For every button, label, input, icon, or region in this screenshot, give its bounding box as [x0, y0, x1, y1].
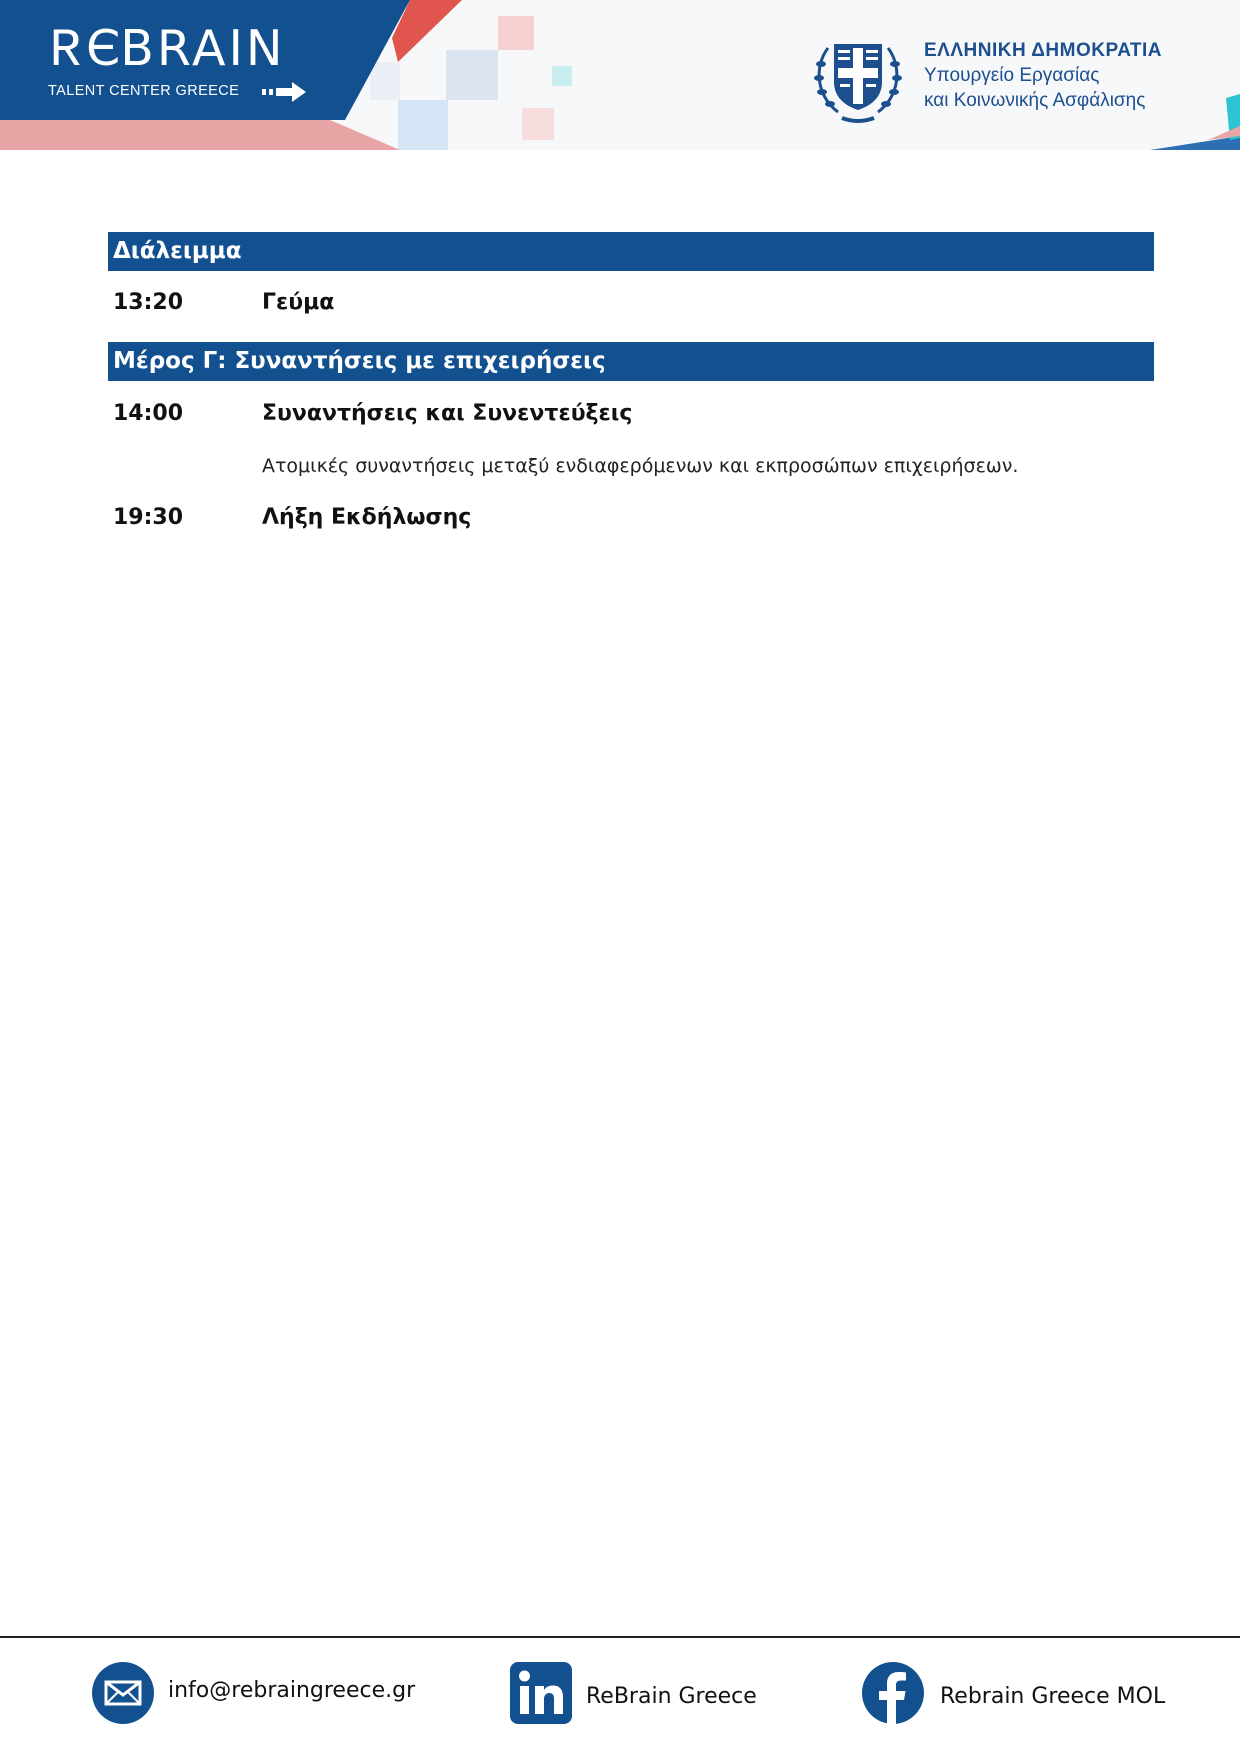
footer-facebook[interactable]: Rebrain Greece MOL: [940, 1684, 1166, 1709]
logo-brain-letters: BRAIN: [120, 20, 286, 77]
agenda-title: Γεύμα: [262, 290, 335, 315]
agenda-time: 19:30: [113, 505, 184, 530]
section-heading-break: Διάλειμμα: [108, 232, 1154, 271]
linkedin-icon: [510, 1662, 572, 1724]
logo-arrow-icon: [262, 81, 314, 103]
envelope-icon: [92, 1662, 154, 1724]
page-header: [0, 0, 1240, 150]
ministry-line-2: και Κοινωνικής Ασφάλισης: [924, 90, 1146, 111]
facebook-icon: [862, 1662, 924, 1724]
logo-mirrored-letters: ЭЯ: [46, 20, 121, 77]
agenda-title: Συναντήσεις και Συνεντεύξεις: [262, 401, 633, 426]
section-heading-part-c: Μέρος Γ: Συναντήσεις με επιχειρήσεις: [108, 342, 1154, 381]
logo-subtitle: TALENT CENTER GREECE: [48, 83, 240, 99]
rebrain-logo: [46, 20, 286, 77]
footer-email[interactable]: info@rebraingreece.gr: [168, 1678, 416, 1703]
agenda-time: 14:00: [113, 401, 184, 426]
greek-state-emblem-icon: [808, 26, 908, 126]
footer-linkedin[interactable]: ReBrain Greece: [586, 1684, 757, 1709]
footer-divider: [0, 1636, 1240, 1638]
gov-title: ΕΛΛΗΝΙΚΗ ΔΗΜΟΚΡΑΤΙΑ: [924, 40, 1162, 61]
ministry-block: [924, 40, 1162, 112]
agenda-title: Λήξη Εκδήλωσης: [262, 505, 472, 530]
ministry-line-1: Υπουργείο Εργασίας: [924, 65, 1100, 86]
agenda-time: 13:20: [113, 290, 184, 315]
agenda-description: Ατομικές συναντήσεις μεταξύ ενδιαφερόμενων και εκπροσώπων επιχειρήσεων.: [262, 455, 1019, 477]
